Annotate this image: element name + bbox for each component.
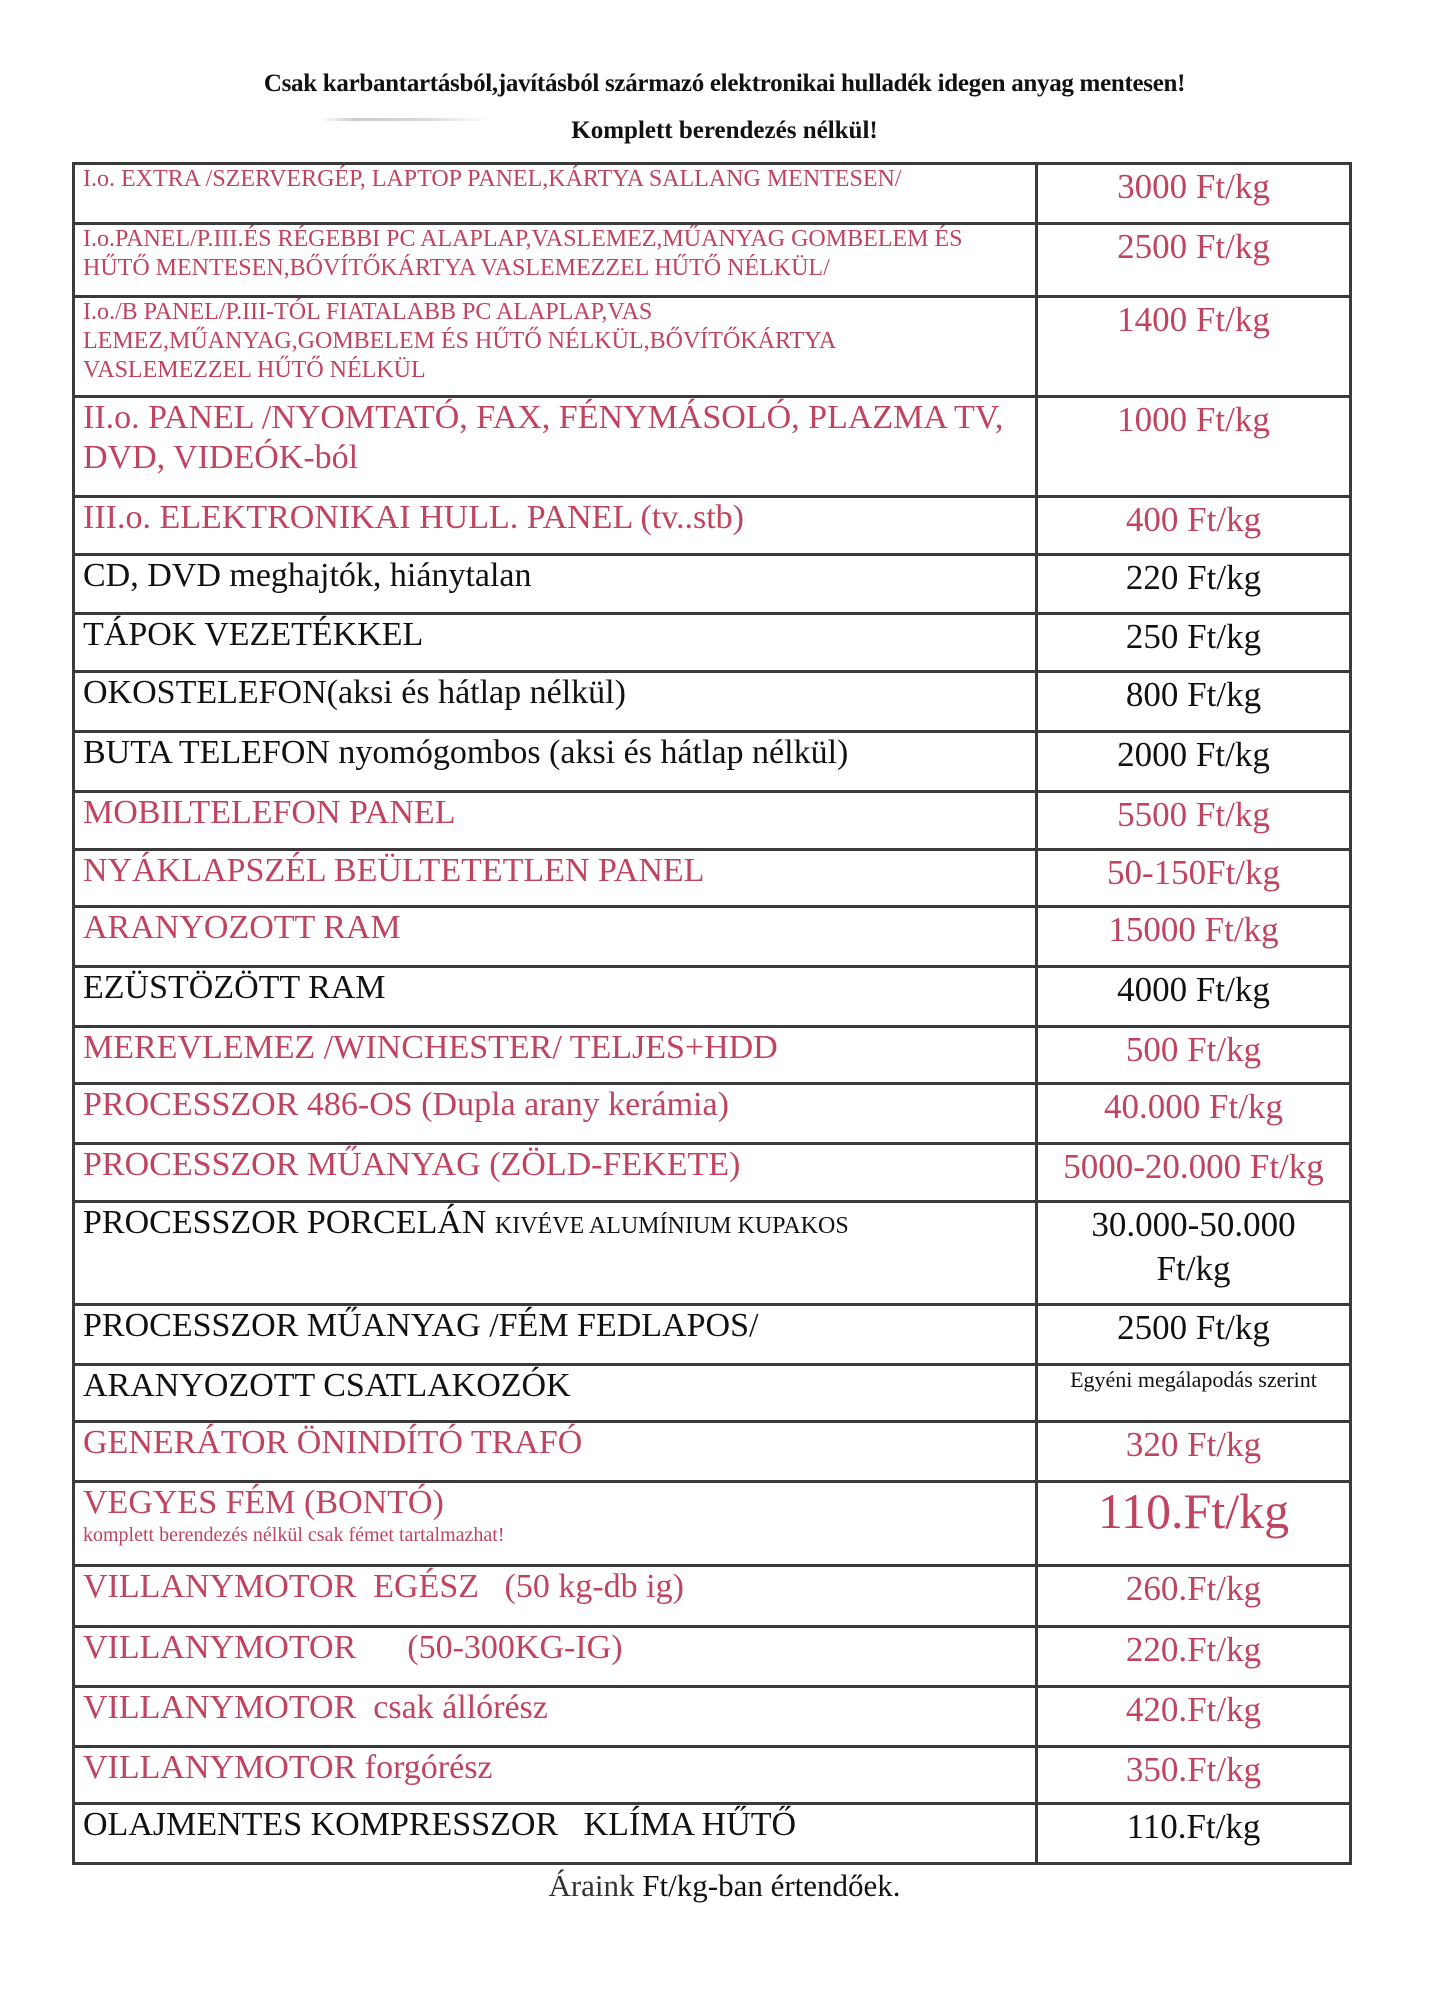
table-row <box>74 297 1351 397</box>
item-price: 250 Ft/kg <box>1037 614 1351 672</box>
item-price: 5500 Ft/kg <box>1037 792 1351 850</box>
item-description: BUTA TELEFON nyomógombos (aksi és hátlap nélkül) <box>74 732 1037 792</box>
item-price: 1000 Ft/kg <box>1037 397 1351 497</box>
table-row <box>74 1482 1351 1566</box>
table-row <box>74 614 1351 672</box>
item-description: ARANYOZOTT CSATLAKOZÓK <box>74 1365 1037 1422</box>
table-row <box>74 497 1351 555</box>
item-description: VILLANYMOTOR EGÉSZ (50 kg-db ig) <box>74 1566 1037 1627</box>
item-price: 800 Ft/kg <box>1037 672 1351 732</box>
item-description-text: I.o./B PANEL/P.III-TÓL FIATALABB PC ALAPLAP,VAS LEMEZ,MŰANYAG,GOMBELEM ÉS HŰTŐ NÉLKÜL,BŐVÍTŐKÁRTYA VASLEMEZZEL HŰTŐ NÉLKÜL <box>83 299 835 383</box>
item-description <box>74 1202 1037 1305</box>
table-row <box>74 224 1351 297</box>
item-price: 110.Ft/kg <box>1037 1804 1351 1864</box>
table-row <box>74 1144 1351 1202</box>
table-row <box>74 1627 1351 1687</box>
item-price: 400 Ft/kg <box>1037 497 1351 555</box>
table-row <box>74 850 1351 907</box>
item-description: PROCESSZOR 486-OS (Dupla arany kerámia) <box>74 1084 1037 1144</box>
item-price: 220.Ft/kg <box>1037 1627 1351 1687</box>
item-description: VILLANYMOTOR csak állórész <box>74 1687 1037 1747</box>
item-description-note: KIVÉVE ALUMÍNIUM KUPAKOS <box>494 1213 849 1239</box>
table-row <box>74 1027 1351 1084</box>
table-row <box>74 1305 1351 1365</box>
item-price: 1400 Ft/kg <box>1037 297 1351 397</box>
item-price: 350.Ft/kg <box>1037 1747 1351 1804</box>
item-price: 2000 Ft/kg <box>1037 732 1351 792</box>
item-price: 40.000 Ft/kg <box>1037 1084 1351 1144</box>
table-row <box>74 967 1351 1027</box>
item-price: 15000 Ft/kg <box>1037 907 1351 967</box>
table-row <box>74 164 1351 224</box>
table-row <box>74 1687 1351 1747</box>
table-row <box>74 907 1351 967</box>
item-price: 220 Ft/kg <box>1037 555 1351 614</box>
notice-heading: Csak karbantartásból,javításból származó elektronikai hulladék idegen anyag mentesen! <box>263 70 1186 97</box>
item-description: CD, DVD meghajtók, hiánytalan <box>74 555 1037 614</box>
item-price: 110.Ft/kg <box>1037 1482 1351 1566</box>
table-row <box>74 555 1351 614</box>
item-description: OLAJMENTES KOMPRESSZOR KLÍMA HŰTŐ <box>74 1804 1037 1864</box>
item-description: PROCESSZOR MŰANYAG /FÉM FEDLAPOS/ <box>74 1305 1037 1365</box>
item-description: ARANYOZOTT RAM <box>74 907 1037 967</box>
footnote-text: Ft/kg-ban értendőek. <box>634 1868 901 1903</box>
item-price: 4000 Ft/kg <box>1037 967 1351 1027</box>
item-description: NYÁKLAPSZÉL BEÜLTETETLEN PANEL <box>74 850 1037 907</box>
item-price-unit: Ft/kg <box>1156 1249 1231 1288</box>
item-price: 2500 Ft/kg <box>1037 1305 1351 1365</box>
item-price: 320 Ft/kg <box>1037 1422 1351 1482</box>
table-row <box>74 792 1351 850</box>
table-row <box>74 1804 1351 1864</box>
item-price: 260.Ft/kg <box>1037 1566 1351 1627</box>
item-price: 50-150Ft/kg <box>1037 850 1351 907</box>
item-description-text: PROCESSZOR PORCELÁN <box>83 1204 487 1241</box>
item-price: 500 Ft/kg <box>1037 1027 1351 1084</box>
item-description: II.o. PANEL /NYOMTATÓ, FAX, FÉNYMÁSOLÓ, PLAZMA TV, DVD, VIDEÓK-ból <box>74 397 1037 497</box>
item-description: I.o. EXTRA /SZERVERGÉP, LAPTOP PANEL,KÁRTYA SALLANG MENTESEN/ <box>74 164 1037 224</box>
item-price: Egyéni megálapodás szerint <box>1037 1365 1351 1422</box>
item-description <box>74 1482 1037 1566</box>
table-row <box>74 732 1351 792</box>
table-row <box>74 1566 1351 1627</box>
item-description: OKOSTELEFON(aksi és hátlap nélkül) <box>74 672 1037 732</box>
item-description: MEREVLEMEZ /WINCHESTER/ TELJES+HDD <box>74 1027 1037 1084</box>
item-price: 5000-20.000 Ft/kg <box>1037 1144 1351 1202</box>
table-row <box>74 1747 1351 1804</box>
table-row <box>74 1084 1351 1144</box>
item-description: VILLANYMOTOR (50-300KG-IG) <box>74 1627 1037 1687</box>
item-price-range: 30.000-50.000 <box>1091 1205 1296 1244</box>
item-description: I.o.PANEL/P.III.ÉS RÉGEBBI PC ALAPLAP,VASLEMEZ,MŰANYAG GOMBELEM ÉS HŰTŐ MENTESEN,BŐVÍTŐKÁRTYA VASLEMEZZEL HŰTŐ NÉLKÜL/ <box>74 224 1037 297</box>
price-table <box>72 162 1352 1865</box>
item-description <box>74 297 1037 397</box>
table-row <box>74 1422 1351 1482</box>
table-row <box>74 1365 1351 1422</box>
table-row <box>74 1202 1351 1305</box>
item-price: 2500 Ft/kg <box>1037 224 1351 297</box>
item-price: 3000 Ft/kg <box>1037 164 1351 224</box>
item-description: EZÜSTÖZÖTT RAM <box>74 967 1037 1027</box>
table-row <box>74 672 1351 732</box>
item-description: VILLANYMOTOR forgórész <box>74 1747 1037 1804</box>
item-description: MOBILTELEFON PANEL <box>74 792 1037 850</box>
item-description: TÁPOK VEZETÉKKEL <box>74 614 1037 672</box>
notice-subheading: Komplett berendezés nélkül! <box>571 117 878 144</box>
price-footnote <box>0 1868 1449 1904</box>
item-description: PROCESSZOR MŰANYAG (ZÖLD-FEKETE) <box>74 1144 1037 1202</box>
table-row <box>74 397 1351 497</box>
item-description: III.o. ELEKTRONIKAI HULL. PANEL (tv..stb) <box>74 497 1037 555</box>
item-price: 420.Ft/kg <box>1037 1687 1351 1747</box>
item-description-text: VEGYES FÉM (BONTÓ) <box>83 1484 444 1521</box>
item-description: GENERÁTOR ÖNINDÍTÓ TRAFÓ <box>74 1422 1037 1482</box>
item-price <box>1037 1202 1351 1305</box>
footnote-prefix: Áraink <box>548 1868 635 1903</box>
item-description-note: komplett berendezés nélkül csak fémet tartalmazhat! <box>83 1524 505 1546</box>
